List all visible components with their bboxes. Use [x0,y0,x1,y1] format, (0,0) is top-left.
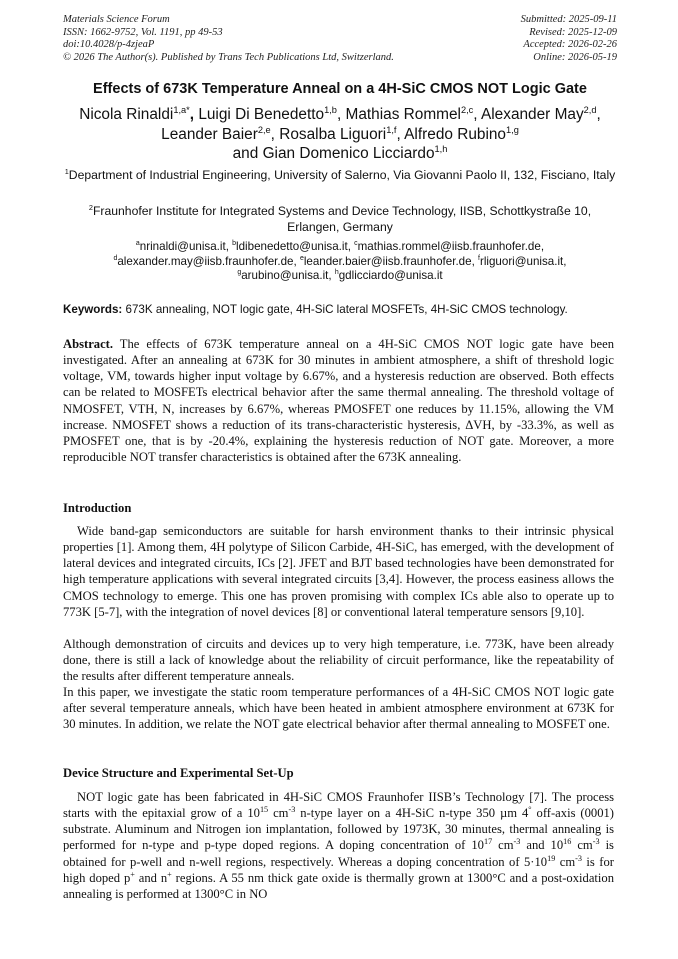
author-name: Rosalba Liguori [279,125,387,143]
affiliation-2 [64,204,616,235]
abstract-text: The effects of 673K temperature anneal on a 4H-SiC CMOS NOT logic gate have been investigated. After an annealing at 673K for 30 minutes in ambient atmosphere, a shift of threshold logic voltage, VM, towards higher input voltage by 6.67%, and a hysteresis reduction are observed. Both effects can be related to MOSFETs electrical behavior after the same thermal annealing. The threshold voltage of NMOSFET, VTH, N, increases by 6.67%, whereas PMOSFET one reduces by 11.15%, allowing the VM increase. NMOSFET shows a reduction of its trans-characteristic hysteresis, ΔVH, by -33.3%, as well as PMOSFET one, that is by -20.4%, explaining the hysteresis reduction of NOT gate. Moreover, a more reproducible NOT transfer characteristics is obtained after the 673K annealing. [63,337,614,465]
paper-title: Effects of 673K Temperature Anneal on a 4H-SiC CMOS NOT Logic Gate [93,81,587,97]
email-sup: e [299,254,304,262]
author-sup: 2,e [257,124,271,135]
email-sup: g [237,269,242,277]
author-name: Alexander May [481,106,584,123]
author-name: Luigi Di Benedetto [198,106,325,123]
journal-issn: ISSN: 1662-9752, Vol. 1191, pp 49-53 [63,26,223,38]
email-address[interactable]: mathias.rommel@iisb.fraunhofer.de [357,240,541,253]
email-sup: c [354,240,358,248]
email-address[interactable]: alexander.may@iisb.fraunhofer.de [117,254,294,268]
author-name: Alfredo Rubino [404,125,506,143]
email-address[interactable]: leander.baier@iisb.fraunhofer.de [303,254,472,268]
intro-paragraph-2: Although demonstration of circuits and devices up to very high temperature, i.e. 773K, have been already done, there is still a lack of knowledge about the reliability of circuit performance, like the repeatability of the results after different temperature anneals. [63,637,614,684]
email-list: $^a$nrinaldi@unisa.it, $^b$ldibenedetto@unisa.it, $^c$mathias.rommel@iisb.fraunhofer.de, $^d$alexander.may@iisb.fraunhofer.de, $^e$leander.baier@iisb.fraunhofer.de, $^f$rliguori@unisa.it, $^g$arubino@unisa.it, $^h$gdlicciardo@unisa.it [113,240,567,283]
author-name: Nicola Rinaldi [79,106,174,123]
affiliation-sup: 1 [64,166,69,176]
author-name: Mathias Rommel [345,106,461,123]
date-online: Online: 2026-05-19 [533,51,617,63]
publication-dates [521,14,617,64]
email-address[interactable]: arubino@unisa.it [241,269,329,283]
journal-copyright: © 2026 The Author(s). Published by Trans Tech Publications Ltd, Switzerland. [63,51,394,63]
author-sup: 1,f [386,124,397,135]
author-sup: 1,a* [173,104,190,115]
date-revised: Revised: 2025-12-09 [529,26,617,38]
email-address[interactable]: rliguori@unisa.it [479,254,564,268]
author-name: Gian Domenico Licciardo [262,145,435,162]
authors-and: and [232,145,259,162]
journal-doi: doi:10.4028/p-4zjeaP [63,39,155,51]
affiliation-sup: 2 [88,202,93,212]
intro-paragraph-1: Wide band-gap semiconductors are suitable for harsh environment thanks to their intrinsic physical properties [1]. Among them, 4H polytype of Silicon Carbide, 4H-SiC, has emerged, with the development of lateral devices and integrated circuits, ICs [2]. JFET and BJT based technologies have been demonstrated for high temperature applications with several integrated circuits [3,4]. However, the process easiness allows the CMOS technology to emerge. This one has proven promising with complex ICs able also to operate up to 773K [5-7], with the integration of novel devices [8] or conventional lateral temperature sensors [9,10]. [63,524,614,619]
section-heading-device: Device Structure and Experimental Set-Up [63,766,294,780]
email-address[interactable]: ldibenedetto@unisa.it [236,240,348,253]
device-paragraph: NOT logic gate has been fabricated in 4H-SiC CMOS Fraunhofer IISB’s Technology [7]. The process starts with the epitaxial grow of a $10^{15}$ $cm^{-3}$ n-type layer on a 4H-SiC n-type 350 µm 4° off-axis (0001) substrate. Aluminum and Nitrogen ion implantation, followed by 1973K, 30 minutes, thermal annealing is performed for n-type and p-type doped regions. A doping concentration of $10^{17}$ $cm^{-3}$ and $10^{16}$ $cm^{-3}$ is obtained for p-well and n-well regions, respectively. Whereas a doping concentration of $5\cdot 10^{19}$ $cm^{-3}$ is for high doped p+ and n+ regions. A 55 nm thick gate oxide is thermally grown at 1300°C and a post-oxidation annealing is performed at 1300°C in NO [63,790,615,901]
email-sup: f [478,254,480,262]
author-sup: 1,g [506,124,519,135]
date-accepted: Accepted: 2026-02-26 [523,39,617,51]
author-sup: 2,c [460,104,474,115]
email-address[interactable]: nrinaldi@unisa.it [139,240,226,253]
journal-info [63,14,394,64]
section-heading-introduction: Introduction [63,501,132,515]
author-sup: 2,d [583,104,597,115]
email-address[interactable]: gdlicciardo@unisa.it [338,269,443,283]
email-sup: h [334,269,339,277]
author-list: Nicola Rinaldi$^{1,a*}$, Luigi Di Benedetto$^{1,b}$, Mathias Rommel$^{2,c}$, Alexander May$^{2,d}$, Leander Baier$^{2,e}$, Rosalba Liguori$^{1,f}$, Alfredo Rubino$^{1,g}$ and Gian Domenico Licciardo$^{1,h}$ [79,104,601,162]
email-sup: a [135,240,140,248]
keywords [63,303,623,316]
abstract [63,336,614,465]
author-sup: 1,b [324,104,337,115]
keywords-label: Keywords: [63,303,123,316]
affiliation-text: Department of Industrial Engineering, University of Salerno, Via Giovanni Paolo II, 132, Fisciano, Italy [68,168,616,182]
keywords-text: 673K annealing, NOT logic gate, 4H-SiC lateral MOSFETs, 4H-SiC CMOS technology. [125,303,568,316]
affiliation-1 [64,168,616,184]
email-sup: b [232,240,237,248]
abstract-label: Abstract. [63,337,114,351]
date-submitted: Submitted: 2025-09-11 [520,14,617,25]
journal-name: Materials Science Forum [63,14,170,25]
intro-paragraph-3: In this paper, we investigate the static room temperature performances of a 4H-SiC CMOS NOT logic gate after several temperature anneals, which have been heated in ambient atmosphere environment at 673K for 30 minutes. In addition, we relate the NOT gate electrical behavior after thermal annealing to MOSFET one. [63,685,614,732]
affiliation-text: Fraunhofer Institute for Integrated Systems and Device Technology, IISB, Schottkystraße 10, Erlangen, Germany [92,204,592,234]
author-sup: 1,h [434,143,448,154]
email-sup: d [113,254,118,262]
author-name: Leander Baier [161,125,258,143]
